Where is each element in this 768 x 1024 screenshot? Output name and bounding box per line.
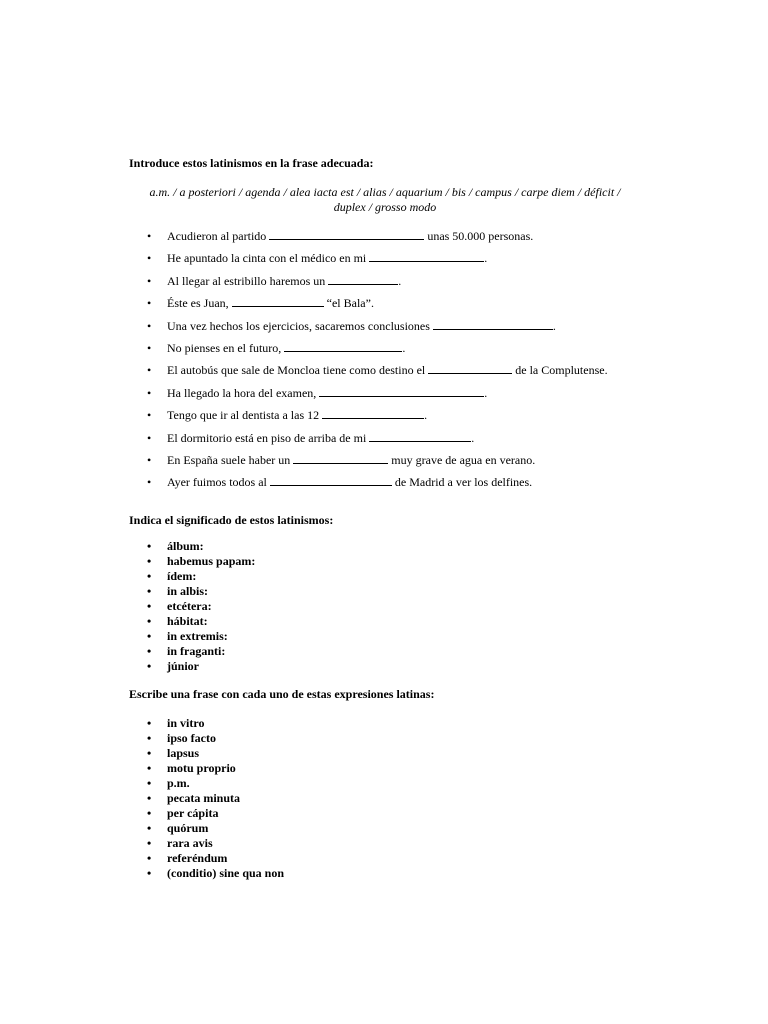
exercise-item (0, 273, 608, 295)
exercise-item (0, 407, 608, 429)
section1-heading: Introduce estos latinismos en la frase adecuada: (129, 156, 374, 170)
answer-blank[interactable] (369, 430, 471, 442)
word-bank (110, 185, 660, 215)
sentence-start: No pienses en el futuro, (167, 340, 285, 355)
sentence-start: Tengo que ir al dentista a las 12 (167, 408, 323, 423)
sentence-end: . (552, 318, 556, 333)
list-item: • júnior (0, 659, 255, 674)
fill-in-exercise-list (0, 228, 608, 497)
sentence-end: . (484, 385, 488, 400)
list-item: • p.m. (0, 776, 284, 791)
exercise-item (0, 318, 608, 340)
answer-blank[interactable] (433, 318, 553, 330)
list-item: • in albis: (0, 584, 255, 599)
list-item: • álbum: (0, 539, 255, 554)
sentence-end: . (402, 340, 406, 355)
sentence-end: muy grave de agua en verano. (388, 452, 536, 467)
answer-blank[interactable] (293, 452, 388, 464)
list-item: • hábitat: (0, 614, 255, 629)
sentence-end: de Madrid a ver los delfines. (391, 475, 533, 490)
list-item: • lapsus (0, 746, 284, 761)
list-item: • motu proprio (0, 761, 284, 776)
sentence-start: Al llegar al estribillo haremos un (167, 273, 329, 288)
list-item: • quórum (0, 821, 284, 836)
answer-blank[interactable] (428, 362, 512, 374)
list-item: • habemus papam: (0, 554, 255, 569)
expression-list (0, 716, 284, 881)
section2-heading: Indica el significado de estos latinismos: (129, 513, 334, 527)
list-item: • in fraganti: (0, 644, 255, 659)
answer-blank[interactable] (270, 474, 392, 486)
word-bank-line-1: a.m. / a posteriori / agenda / alea iacta est / alias / aquarium / bis / campus / carpe diem / déficit / (149, 185, 621, 199)
sentence-start: El autobús que sale de Moncloa tiene como destino el (167, 363, 429, 378)
sentence-start: En España suele haber un (167, 452, 294, 467)
sentence-end: unas 50.000 personas. (424, 229, 534, 243)
sentence-end: . (398, 273, 402, 288)
answer-blank[interactable] (269, 228, 424, 240)
sentence-start: Éste es Juan, (167, 296, 232, 311)
list-item: • referéndum (0, 851, 284, 866)
exercise-item (0, 228, 608, 250)
list-item: • (conditio) sine qua non (0, 866, 284, 881)
list-item: • in vitro (0, 716, 284, 731)
exercise-item (0, 474, 608, 496)
list-item: • ídem: (0, 569, 255, 584)
word-bank-line-2: duplex / grosso modo (333, 200, 437, 214)
sentence-end: . (484, 251, 488, 266)
answer-blank[interactable] (328, 273, 398, 285)
sentence-end: . (424, 408, 428, 423)
list-item: • etcétera: (0, 599, 255, 614)
exercise-item (0, 250, 608, 272)
exercise-item (0, 430, 608, 452)
sentence-end: “el Bala”. (323, 296, 374, 311)
list-item: • per cápita (0, 806, 284, 821)
list-item: • pecata minuta (0, 791, 284, 806)
exercise-item (0, 295, 608, 317)
answer-blank[interactable] (369, 250, 484, 262)
exercise-item (0, 362, 608, 384)
list-item: • in extremis: (0, 629, 255, 644)
answer-blank[interactable] (232, 295, 324, 307)
sentence-start: Ayer fuimos todos al (167, 475, 270, 490)
section3-heading: Escribe una frase con cada uno de estas expresiones latinas: (129, 687, 435, 701)
answer-blank[interactable] (322, 407, 424, 419)
sentence-start: El dormitorio está en piso de arriba de mi (167, 430, 370, 445)
exercise-item (0, 385, 608, 407)
answer-blank[interactable] (284, 340, 402, 352)
exercise-item (0, 340, 608, 362)
sentence-start: Acudieron al partido (167, 229, 270, 243)
sentence-start: He apuntado la cinta con el médico en mi (167, 251, 370, 266)
meaning-list (0, 539, 255, 674)
list-item: • ipso facto (0, 731, 284, 746)
sentence-end: . (471, 430, 475, 445)
sentence-start: Ha llegado la hora del examen, (167, 385, 320, 400)
sentence-end: de la Complutense. (512, 363, 608, 378)
exercise-item (0, 452, 608, 474)
answer-blank[interactable] (319, 385, 484, 397)
list-item: • rara avis (0, 836, 284, 851)
sentence-start: Una vez hechos los ejercicios, sacaremos conclusiones (167, 318, 433, 333)
